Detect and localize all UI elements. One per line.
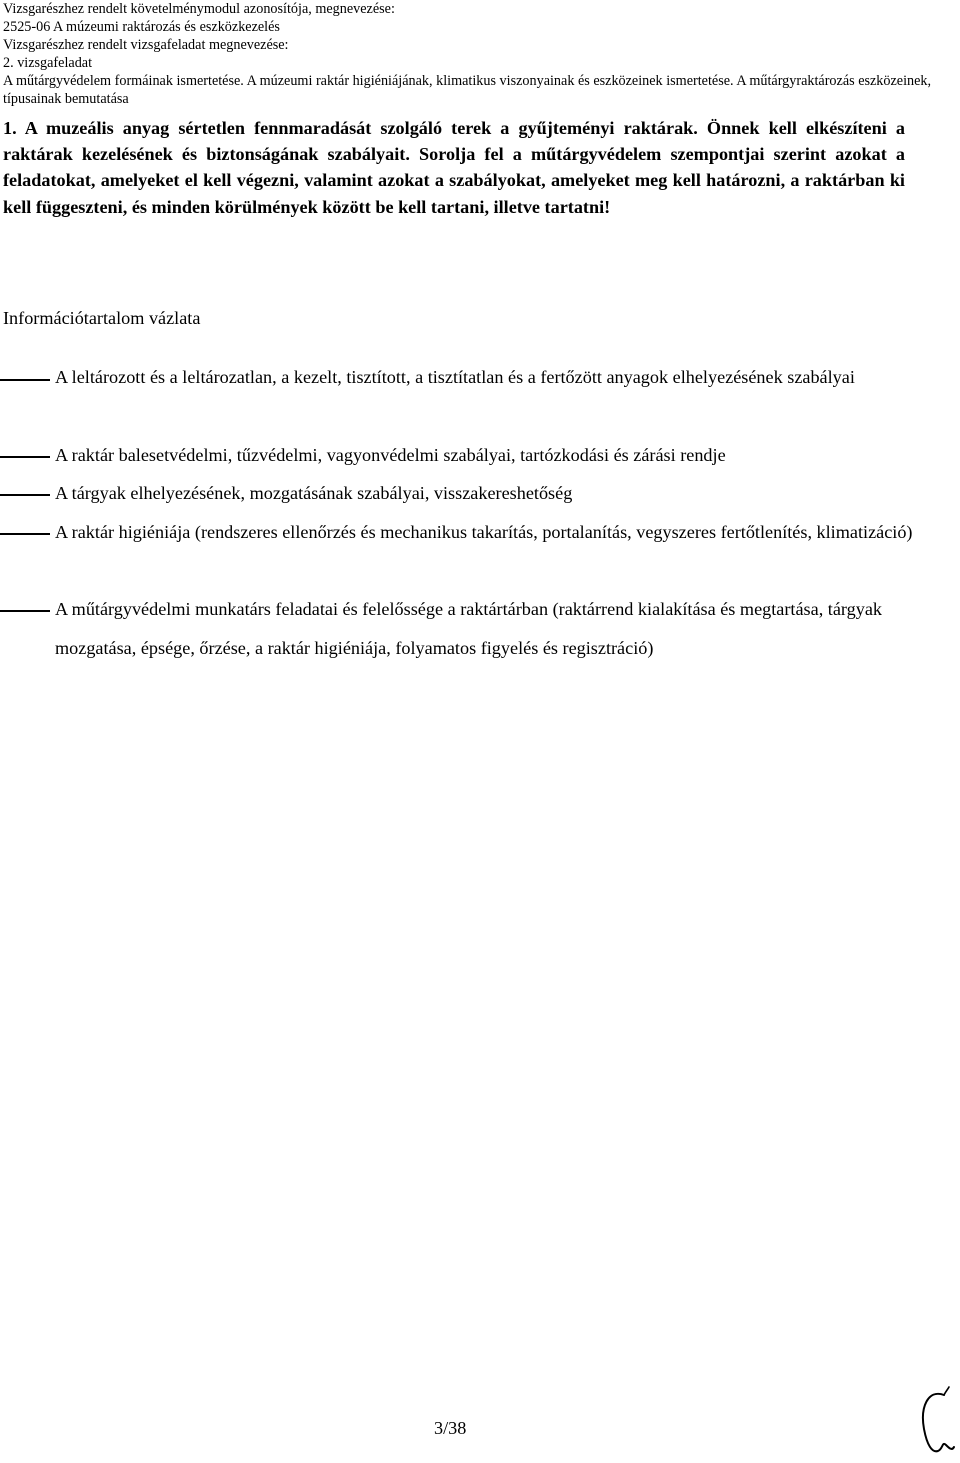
header-module-label: Vizsgarészhez rendelt követelménymodul azonosítója, megnevezése: [3,1,395,17]
list-dash [0,533,50,535]
page-number: 3/38 [434,1418,467,1438]
info-outline-title: Információtartalom vázlata [3,308,201,328]
signature-mark [918,1385,956,1459]
list-dash [0,379,50,381]
list-item: A leltározott és a leltározatlan, a kezelt, tisztított, a tisztítatlan és a fertőzött anyagok elhelyezésének szabályai [55,367,855,387]
list-item: A raktár higiéniája (rendszeres ellenőrzés és mechanikus takarítás, portalanítás, vegyszeres fertőtlenítés, klimatizáció) [55,522,913,542]
list-item: A raktár balesetvédelmi, tűzvédelmi, vagyonvédelmi szabályai, tartózkodási és zárási rendje [55,445,726,465]
task-question: 1. A muzeális anyag sértetlen fennmaradását szolgáló terek a gyűjteményi raktárak. Önnek kell elkészíteni a raktárak kezelésének és biztonságának szabályait. Sorolja fel a műtárgyvédelem szempontjai szerint azokat a feladatokat, amelyeket el kell végezni, valamint azokat a szabályokat, amelyeket meg kell határozni, a raktárban ki kell függeszteni, és minden körülmények között be kell tartani, illetve tartatni! [3,118,905,217]
header-task-description: A műtárgyvédelem formáinak ismertetése. A múzeumi raktár higiéniájának, klimatikus viszonyainak és eszközeinek ismertetése. A műtárgyraktározás eszközeinek, típusainak bemutatása [3,73,932,107]
list-item: A tárgyak elhelyezésének, mozgatásának szabályai, visszakereshetőség [55,483,573,503]
header-module-name: 2525-06 A múzeumi raktározás és eszközkezelés [3,19,280,35]
header-task-label: Vizsgarészhez rendelt vizsgafeladat megnevezése: [3,37,289,53]
list-item: A műtárgyvédelmi munkatárs feladatai és felelőssége a raktártárban (raktárrend kialakítása és megtartása, tárgyak mozgatása, épsége, őrzése, a raktár higiéniája, folyamatos figyelés és regisztráció) [55,599,883,658]
header-task-name: 2. vizsgafeladat [3,55,93,71]
list-dash [0,456,50,458]
list-dash [0,494,50,496]
exam-header [3,0,953,108]
list-dash [0,610,50,612]
